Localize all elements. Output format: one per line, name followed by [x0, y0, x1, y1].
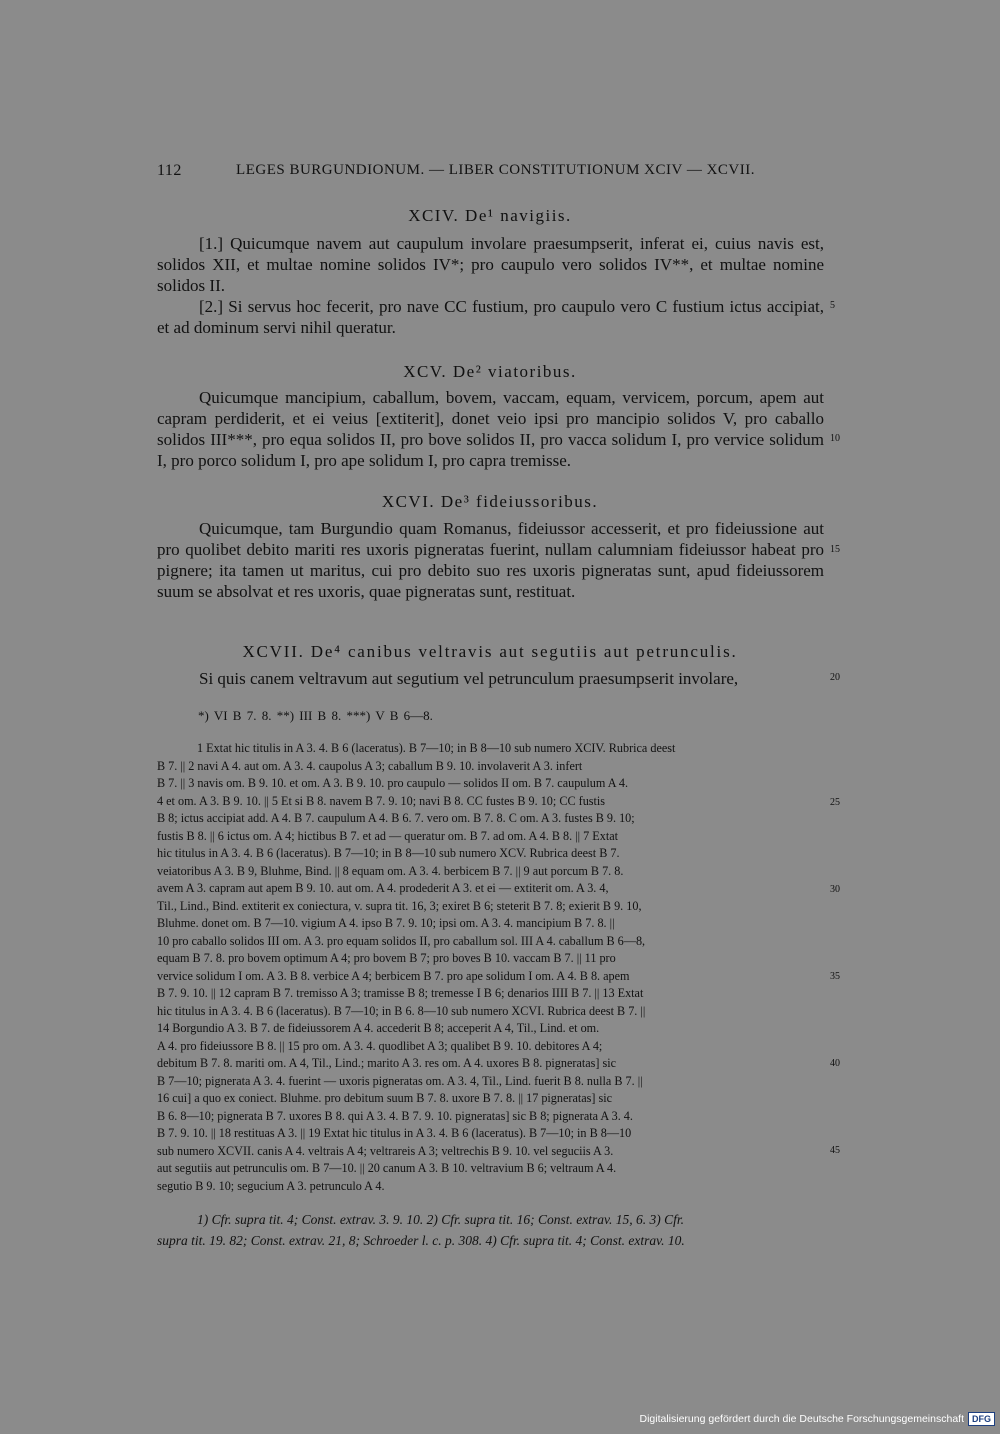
- line-number: 35: [830, 971, 840, 982]
- dfg-logo: DFG: [968, 1412, 995, 1426]
- line-number: 30: [830, 884, 840, 895]
- apparatus-line: B 7. || 3 navis om. B 9. 10. et om. A 3. B 9. 10. pro caupulo — solidos II om. B 7. caupulum A 4.: [157, 776, 629, 790]
- apparatus-line: sub numero XCVII. canis A 4. veltrais A 4; veltrareis A 3; veltrechis B 9. 10. vel seguciis A 3.: [157, 1143, 614, 1158]
- line-number: 20: [830, 672, 840, 683]
- apparatus-line: B 7—10; pignerata A 3. 4. fuerint — uxoris pigneratas om. A 3. 4, Til., Lind. fuerit B 8. nulla B 7. ||: [157, 1073, 643, 1088]
- apparatus-line: A 4. pro fideiussore B 8. || 15 pro om. A 3. 4. quodlibet A 3; qualibet B 9. 10. debitores A 4;: [157, 1038, 603, 1053]
- paragraph-xciv-2: [2.] Si servus hoc fecerit, pro nave CC fustium, pro caupulo vero C fustium ictus accipiat, et ad dominum servi nihil queratur.: [157, 297, 824, 337]
- apparatus-line: 10 pro caballo solidos III om. A 3. pro equam solidos II, pro caballum sol. III A 4. caballum B 6—8,: [157, 933, 646, 948]
- paragraph-xcvii-1: Si quis canem veltravum aut segutium vel petrunculum praesumpserit involare,: [199, 669, 739, 688]
- paragraph-xcvi-1: Quicumque, tam Burgundio quam Romanus, fideiussor accesserit, et pro fideiussione aut pro quolibet debito mariti res uxoris pigneratas fuerint, nullam calumniam fideiussor habeat pro pignere; ita tamen ut maritus, cui pro debito suo res uxoris pigneratas sunt, apud fideiussorem suum se absolvat et res uxoris, quae pigneratas sunt, restituat.: [157, 519, 824, 601]
- apparatus-line: 4 et om. A 3. B 9. 10. || 5 Et si B 8. navem B 7. 9. 10; navi B 8. CC fustes B 9. 10; CC fustis: [157, 793, 606, 808]
- critical-apparatus: [157, 740, 822, 1195]
- apparatus-line: 1 Extat hic titulis in A 3. 4. B 6 (laceratus). B 7—10; in B 8—10 sub numero XCIV. Rubrica deest: [197, 741, 676, 755]
- apparatus-line: hic titulus in A 3. 4. B 6 (laceratus). B 7—10; in B 8—10 sub numero XCV. Rubrica deest B 7.: [157, 846, 620, 860]
- section-title-xciv: XCIV. De¹ navigiis.: [408, 206, 572, 225]
- line-number: 40: [830, 1058, 840, 1069]
- line-number: 45: [830, 1145, 840, 1156]
- apparatus-line: avem A 3. capram aut apem B 9. 10. aut om. A 4. prodederit A 3. et ei — extiterit om. A 3. 4,: [157, 881, 609, 895]
- page-number: 112: [157, 162, 182, 179]
- footnote-line: 1) Cfr. supra tit. 4; Const. extrav. 3. 9. 10. 2) Cfr. supra tit. 16; Const. extrav. 15, 6. 3) Cfr.: [197, 1212, 685, 1227]
- apparatus-line: aut segutiis aut petrunculis om. B 7—10. || 20 canum A 3. B 10. veltravium B 6; veltraum A 4.: [157, 1161, 617, 1175]
- running-title: LEGES BURGUNDIONUM. — LIBER CONSTITUTIONUM XCIV — XCVII.: [236, 162, 755, 178]
- apparatus-line: segutio B 9. 10; segucium A 3. petrunculo A 4.: [157, 1178, 385, 1193]
- apparatus-line: veiatoribus A 3. B 9, Bluhme, Bind. || 8 equam om. A 3. 4. berbicem B 7. || 9 aut porcum B 7. 8.: [157, 863, 624, 878]
- star-notes: *) VI B 7. 8. **) III B 8. ***) V B 6—8.: [198, 708, 433, 723]
- section-title-xcvi: XCVI. De³ fideiussoribus.: [381, 492, 599, 511]
- apparatus-line: B 6. 8—10; pignerata B 7. uxores B 8. qui A 3. 4. B 7. 9. 10. pigneratas] sic B 8; pignerata A 3. 4.: [157, 1108, 633, 1123]
- paragraph-xcv-1: Quicumque mancipium, caballum, bovem, vaccam, equam, vervicem, porcum, apem aut capram perdiderit, et ei veius [extiterit], donet veio ipsi pro mancipio solidos V, pro caballo solidos III***, pro equa solidos II, pro bove solidos II, pro vacca solidum I, pro vervice solidum I, pro porco solidum I, pro ape solidum I, pro capra tremisse.: [157, 388, 824, 470]
- apparatus-line: Bluhme. donet om. B 7—10. vigium A 4. ipso B 7. 9. 10; ipsi om. A 3. 4. mancipium B 7. 8. ||: [157, 916, 615, 930]
- line-number: 15: [830, 544, 840, 555]
- apparatus-line: B 7. 9. 10. || 12 capram B 7. tremisso A 3; tramisse B 8; tremesse I B 6; denarios IIII B 7. || 13 Extat: [157, 986, 644, 1000]
- paragraph-xciv-1: [1.] Quicumque navem aut caupulum involare praesumpserit, inferat ei, cuius navis est, solidos XII, et multae nomine solidos IV*; pro caupulo vero solidos IV**, et multae nomine solidos II.: [157, 234, 824, 295]
- apparatus-line: 14 Borgundio A 3. B 7. de fideiussorem A 4. accederit B 8; acceperit A 4, Til., Lind. et om.: [157, 1021, 600, 1035]
- running-header: [157, 162, 755, 180]
- apparatus-line: B 7. 9. 10. || 18 restituas A 3. || 19 Extat hic titulus in A 3. 4. B 6 (laceratus). B 7—10; in B 8—10: [157, 1126, 632, 1140]
- apparatus-line: hic titulus in A 3. 4. B 6 (laceratus). B 7—10; in B 6. 8—10 sub numero XCVI. Rubrica deest B 7. ||: [157, 1003, 646, 1018]
- apparatus-line: debitum B 7. 8. mariti om. A 4, Til., Lind.; marito A 3. res om. A 4. uxores B 8. pigneratas] sic: [157, 1056, 617, 1070]
- line-number: 25: [830, 797, 840, 808]
- digitization-credit-bar: [605, 1410, 995, 1428]
- apparatus-line: vervice solidum I om. A 3. B 8. verbice A 4; berbicem B 7. pro ape solidum I om. A 4. B 8. apem: [157, 968, 630, 983]
- apparatus-line: 16 cui] a quo ex coniect. Bluhme. pro debitum suum B 7. 8. uxore B 7. 8. || 17 pigneratas] sic: [157, 1091, 613, 1105]
- credit-text: Digitalisierung gefördert durch die Deutsche Forschungsgemeinschaft: [639, 1413, 964, 1425]
- section-title-xcvii: XCVII. De⁴ canibus veltravis aut segutiis aut petrunculis.: [242, 642, 738, 661]
- apparatus-line: B 7. || 2 navi A 4. aut om. A 3. 4. caupolus A 3; caballum B 9. 10. involaverit A 3. infert: [157, 758, 583, 773]
- apparatus-line: Til., Lind., Bind. extiterit ex coniectura, v. supra tit. 16, 3; exiret B 6; steterit B 7. 8; exierit B 9. 10,: [157, 898, 642, 913]
- apparatus-line: B 8; ictus accipiat add. A 4. B 7. caupulum A 4. B 6. 7. vero om. B 7. 8. C om. A 3. fustes B 9. 10;: [157, 811, 635, 825]
- line-number: 5: [830, 300, 835, 311]
- footnote-line: supra tit. 19. 82; Const. extrav. 21, 8; Schroeder l. c. p. 308. 4) Cfr. supra tit. 4; Const. extrav. 10.: [157, 1233, 685, 1248]
- footnotes: [157, 1209, 822, 1251]
- line-number: 10: [830, 433, 840, 444]
- apparatus-line: equam B 7. 8. pro bovem optimum A 4; pro bovem B 7; pro boves B 10. vaccam B 7. || 11 pro: [157, 951, 616, 965]
- section-title-xcv: XCV. De² viatoribus.: [403, 362, 577, 381]
- apparatus-line: fustis B 8. || 6 ictus om. A 4; hictibus B 7. et ad — queratur om. B 7. ad om. A 4. B 8. || 7 Extat: [157, 828, 619, 843]
